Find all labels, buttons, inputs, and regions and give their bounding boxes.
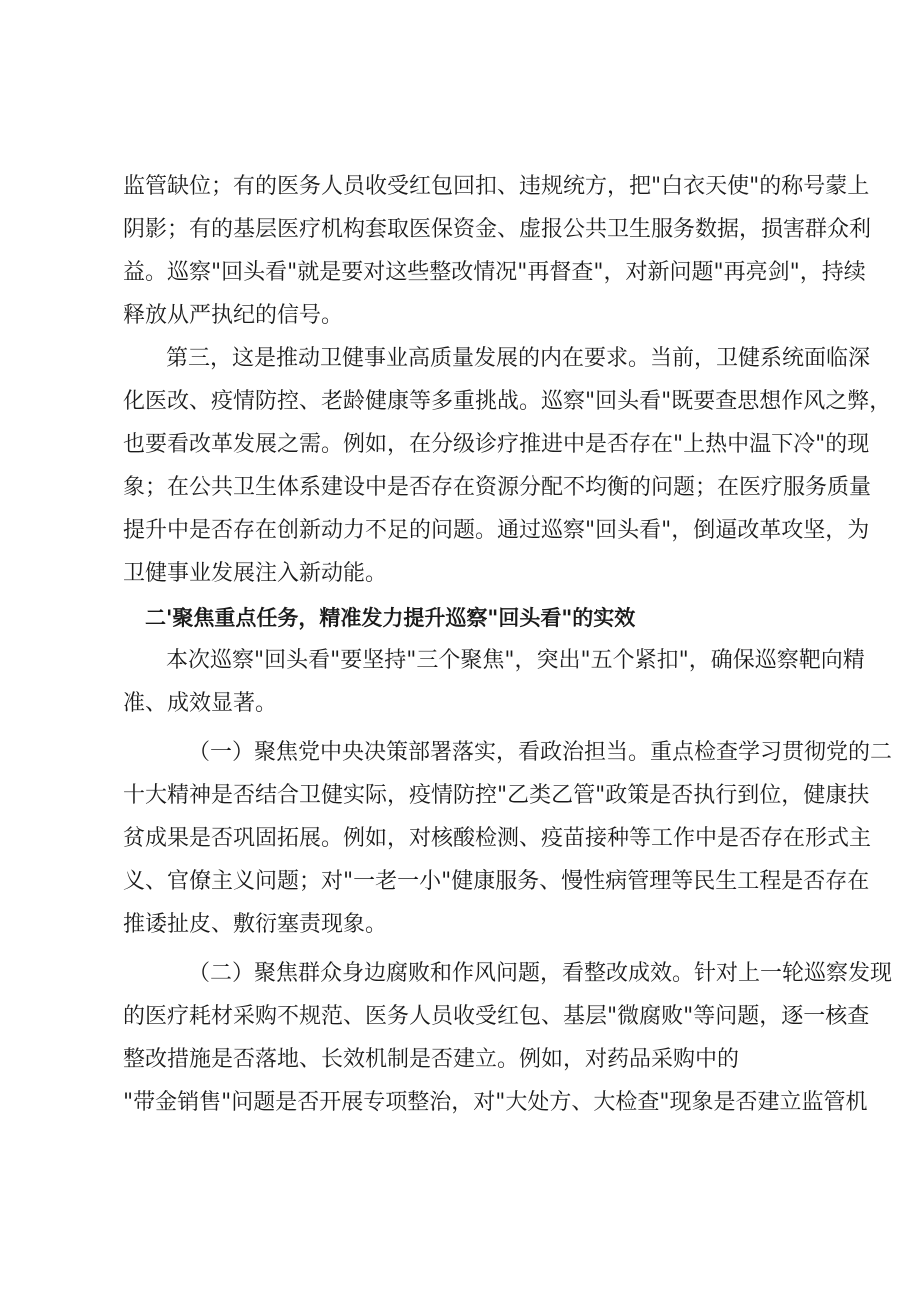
text-line: 整改措施是否落地、长效机制是否建立。例如，对药品采购中的 [123,1047,740,1072]
text-line: 卫健事业发展注入新动能。 [123,561,388,586]
text-line: 义、官僚主义问题；对"一老一小"健康服务、慢性病管理等民生工程是否存在 [123,869,870,894]
text-line: 贫成果是否巩固拓展。例如，对核酸检测、疫苗接种等工作中是否存在形式主 [123,826,872,851]
text-line: 十大精神是否结合卫健实际，疫情防控"乙类乙管"政策是否执行到位，健康扶 [123,783,870,808]
text-line: 益。巡察"回头看"就是要对这些整改情况"再督查"，对新问题"再亮剑"，持续 [123,260,866,285]
text-line: 准、成效显著。 [123,691,278,716]
paragraph-first-line: （二）聚焦群众身边腐败和作风问题，看整改成效。针对上一轮巡察发现 [188,961,893,986]
section-heading: 二'聚焦重点任务，精准发力提升巡察"回头看"的实效 [145,606,636,630]
text-line: 阴影；有的基层医疗机构套取医保资金、虚报公共卫生服务数据，损害群众利 [123,217,872,242]
text-line: "带金销售"问题是否开展专项整治，对"大处方、大检查"现象是否建立监管机 [123,1090,868,1115]
text-line: 监管缺位；有的医务人员收受红包回扣、违规统方，把"白衣天使"的称号蒙上 [123,174,870,199]
text-line: 提升中是否存在创新动力不足的问题。通过巡察"回头看"，倒逼改革攻坚，为 [123,518,870,543]
text-line: 化医改、疫情防控、老龄健康等多重挑战。巡察"回头看"既要查思想作风之弊， [123,389,892,414]
text-line: 象；在公共卫生体系建设中是否存在资源分配不均衡的问题；在医疗服务质量 [123,475,872,500]
text-line: 释放从严执纪的信号。 [123,303,344,328]
paragraph-first-line: 第三，这是推动卫健事业高质量发展的内在要求。当前，卫健系统面临深 [166,346,871,371]
text-line: 也要看改革发展之需。例如，在分级诊疗推进中是否存在"上热中温下冷"的现 [123,432,870,457]
text-line: 推诿扯皮、敷衍塞责现象。 [123,912,388,937]
paragraph-first-line: 本次巡察"回头看"要坚持"三个聚焦"，突出"五个紧扣"，确保巡察靶向精 [166,648,865,673]
text-line: 的医疗耗材采购不规范、医务人员收受红包、基层"微腐败"等问题，逐一核查 [123,1004,870,1029]
paragraph-first-line: （一）聚焦党中央决策部署落实，看政治担当。重点检查学习贯彻党的二 [188,740,893,765]
